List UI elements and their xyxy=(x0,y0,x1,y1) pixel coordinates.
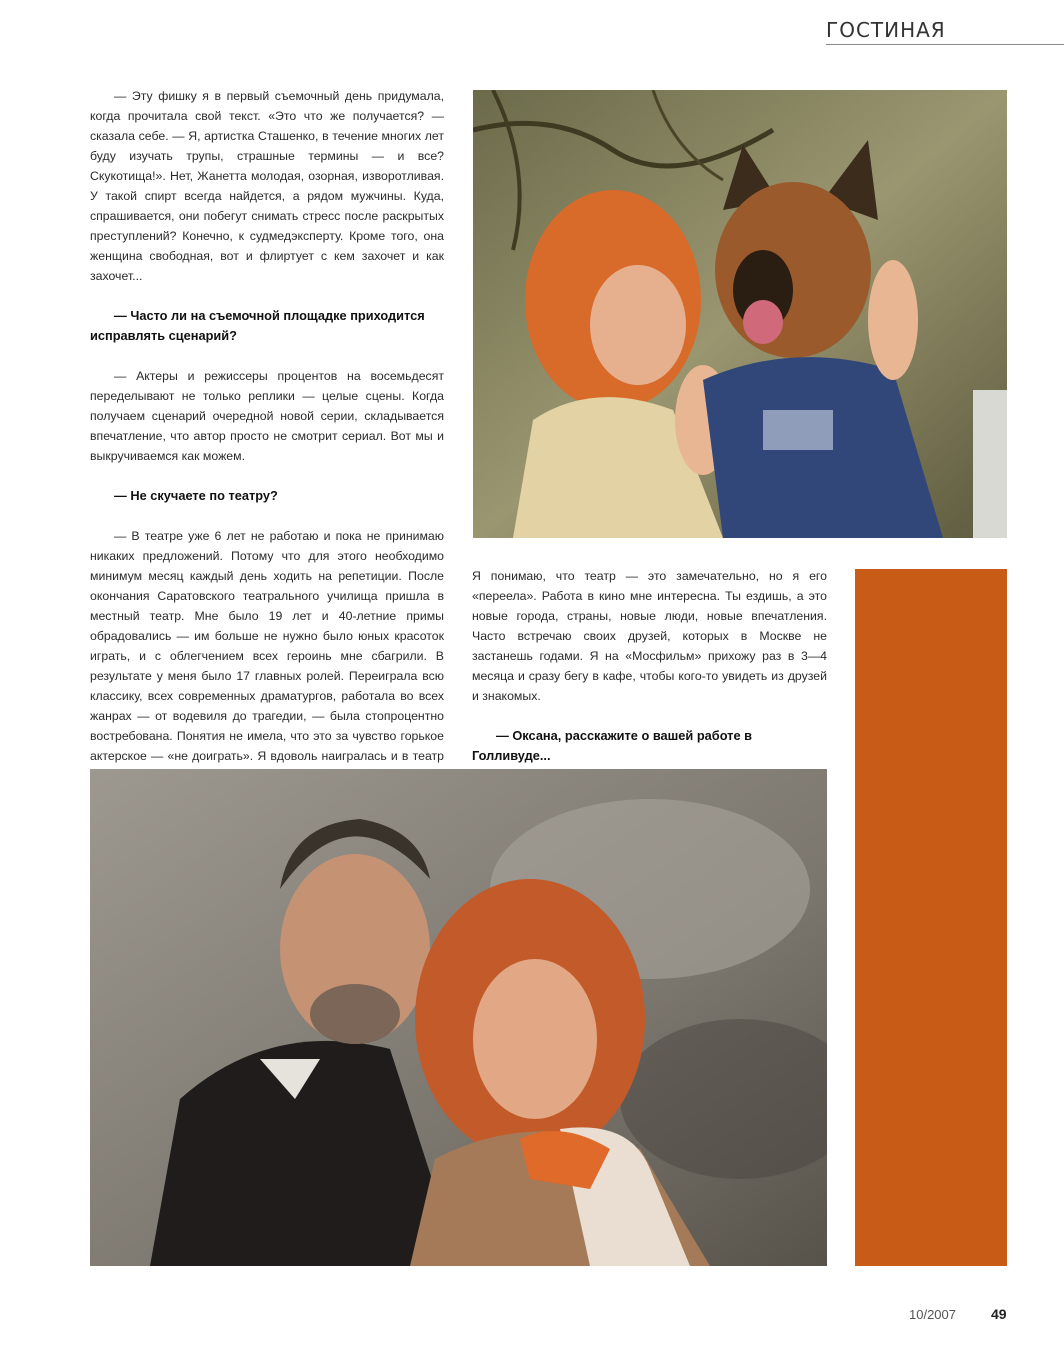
interview-question: — Оксана, расскажите о вашей работе в Голливуде... xyxy=(472,728,752,763)
photo-woman-with-dog xyxy=(473,90,1007,538)
interview-question: — Часто ли на съемочной площадке приходится исправлять сценарий? xyxy=(90,308,425,343)
article-column-left xyxy=(90,86,444,786)
article-column-right xyxy=(472,566,827,766)
interview-question: — Не скучаете по театру? xyxy=(114,488,278,503)
accent-color-block xyxy=(855,569,1007,1266)
answer-paragraph: — Актеры и режиссеры процентов на восемьдесят переделывают не только реплики — целые сцены. Когда получаем сценарий очередной новой серии, складывается впечатление, что автор просто не смотрит сериал. Вот мы и выкручиваемся как можем. xyxy=(90,369,444,463)
answer-paragraph: — В театре уже 6 лет не работаю и пока не принимаю никаких предложений. Потому что для этого необходимо минимум месяц каждый день ходить на репетиции. После окончания Саратовского театрального училища пришла в местный театр. Мне было 19 лет и 40-летние примы обрадовались — им больше не нужно было юных красоток играть, и с облегчением всех героинь мне сбагрили. В результате у меня было 17 главных ролей. Переиграла всю классику, всех современных драматургов, работала во всех жанрах — от водевиля до трагедии, — была стопроцентно востребована. Понятия не имела, что это за чувство горькое актерское — «не доиграть». Я вдоволь наигралась и в театр xyxy=(90,529,444,763)
section-rule xyxy=(826,44,1064,45)
section-title: ГОСТИНАЯ xyxy=(826,18,946,42)
issue-date: 10/2007 xyxy=(909,1307,956,1322)
page-number: 49 xyxy=(991,1306,1007,1322)
answer-paragraph: Я понимаю, что театр — это замечательно, но я его «переела». Работа в кино мне интересна. Ты ездишь, а это новые города, страны, новые люди, новые впечатления. Часто встречаю своих друзей, которых в Москве не застанешь годами. Я на «Мосфильм» прихожу раз в 3—4 месяца и сразу бегу в кафе, чтобы кого-то увидеть из друзей и знакомых. xyxy=(472,569,827,703)
answer-paragraph: — Эту фишку я в первый съемочный день придумала, когда прочитала свой текст. «Это что же получается? — сказала себе. — Я, артистка Сташенко, в течение многих лет буду изучать трупы, страшные термины — и все? Скукотища!». Нет, Жанетта молодая, озорная, изворотливая. У такой спирт всегда найдется, а рядом мужчины. Куда, спрашивается, они побегут снимать стресс после раскрытых преступлений? Конечно, к судмедэксперту. Кроме того, она женщина свободная, вот и флиртует с кем захочет и как захочет... xyxy=(90,89,444,283)
photo-couple xyxy=(90,769,827,1266)
